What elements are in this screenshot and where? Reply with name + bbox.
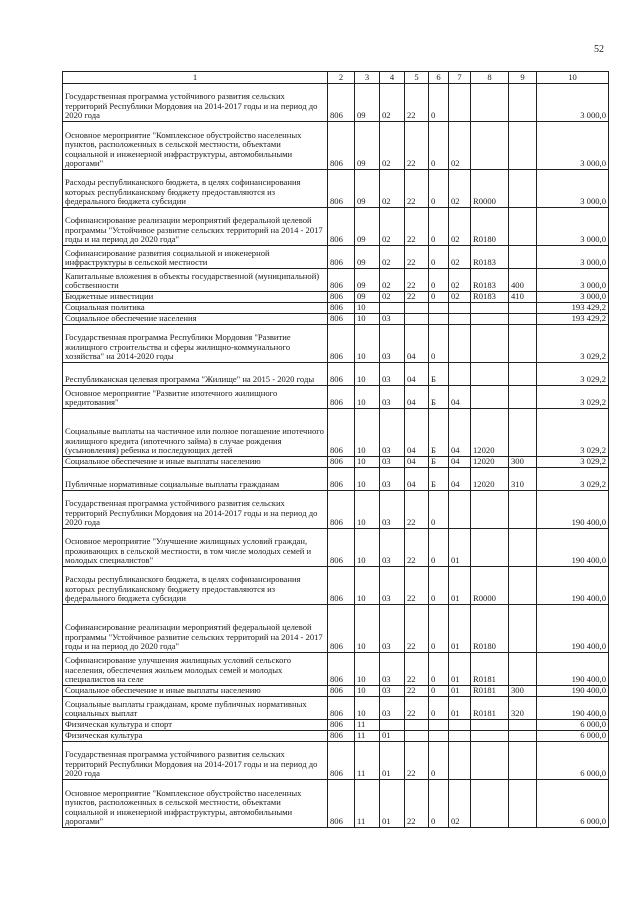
table-row — [63, 529, 609, 567]
cell-code: 22 — [405, 567, 429, 605]
cell-code: 11 — [355, 780, 380, 828]
cell-code: 22 — [405, 653, 429, 686]
cell-code — [471, 386, 509, 409]
cell-code: 10 — [355, 605, 380, 653]
cell-code: 10 — [355, 314, 380, 325]
cell-name: Государственная программа устойчивого развития сельских территорий Республики Мордовия на 2014-2017 годы и на период до 2020 года — [63, 491, 328, 529]
cell-code: 0 — [429, 780, 449, 828]
table-row — [63, 653, 609, 686]
cell-code: 01 — [449, 529, 471, 567]
cell-code: 0 — [429, 122, 449, 170]
cell-code — [471, 303, 509, 314]
cell-code — [509, 208, 537, 246]
cell-code: 0 — [429, 269, 449, 292]
cell-code — [471, 363, 509, 386]
cell-code — [449, 731, 471, 742]
cell-code: 806 — [328, 409, 355, 457]
table-row — [63, 208, 609, 246]
table-row — [63, 269, 609, 292]
cell-code — [509, 742, 537, 780]
cell-code — [509, 386, 537, 409]
column-header: 9 — [509, 72, 537, 84]
cell-code: 806 — [328, 686, 355, 697]
cell-amount: 193 429,2 — [537, 314, 609, 325]
cell-code: R0180 — [471, 208, 509, 246]
cell-code — [509, 170, 537, 208]
cell-code: 10 — [355, 567, 380, 605]
cell-code — [449, 491, 471, 529]
cell-code: 03 — [380, 653, 405, 686]
cell-code: 03 — [380, 686, 405, 697]
cell-code — [509, 363, 537, 386]
cell-code: 02 — [380, 122, 405, 170]
cell-code: Б — [429, 386, 449, 409]
cell-code: 0 — [429, 170, 449, 208]
cell-code: 806 — [328, 246, 355, 269]
cell-code: 02 — [380, 269, 405, 292]
cell-amount: 3 000,0 — [537, 208, 609, 246]
cell-amount: 3 000,0 — [537, 246, 609, 269]
table-row — [63, 780, 609, 828]
cell-code: 806 — [328, 303, 355, 314]
column-header: 6 — [429, 72, 449, 84]
cell-code: 04 — [405, 363, 429, 386]
cell-code — [509, 314, 537, 325]
cell-code: 806 — [328, 567, 355, 605]
cell-code: 03 — [380, 491, 405, 529]
cell-code: 806 — [328, 325, 355, 363]
cell-name: Физическая культура — [63, 731, 328, 742]
cell-code: 22 — [405, 84, 429, 122]
table-row — [63, 363, 609, 386]
cell-code: 03 — [380, 386, 405, 409]
column-header: 7 — [449, 72, 471, 84]
cell-code — [471, 529, 509, 567]
cell-code: 02 — [380, 292, 405, 303]
cell-code: 02 — [380, 246, 405, 269]
cell-code: 22 — [405, 170, 429, 208]
cell-code: 03 — [380, 409, 405, 457]
cell-code: 02 — [380, 208, 405, 246]
cell-code: 0 — [429, 491, 449, 529]
cell-code — [509, 246, 537, 269]
cell-code: 0 — [429, 697, 449, 720]
cell-code: 806 — [328, 605, 355, 653]
cell-amount: 190 400,0 — [537, 567, 609, 605]
cell-code: 806 — [328, 208, 355, 246]
cell-code: 09 — [355, 208, 380, 246]
column-header: 8 — [471, 72, 509, 84]
table-row — [63, 246, 609, 269]
cell-amount: 6 000,0 — [537, 780, 609, 828]
cell-code: 10 — [355, 457, 380, 468]
cell-code — [449, 325, 471, 363]
cell-code: R0183 — [471, 292, 509, 303]
cell-code: 22 — [405, 246, 429, 269]
cell-code: 410 — [509, 292, 537, 303]
cell-amount: 3 029,2 — [537, 468, 609, 491]
cell-code: 0 — [429, 605, 449, 653]
cell-code: 03 — [380, 697, 405, 720]
page-number: 52 — [594, 44, 604, 55]
cell-code — [471, 314, 509, 325]
cell-code: 22 — [405, 269, 429, 292]
cell-name: Государственная программа устойчивого развития сельских территорий Республики Мордовия на 2014-2017 годы и на период до 2020 года — [63, 742, 328, 780]
cell-name: Государственная программа устойчивого развития сельских территорий Республики Мордовия на 2014-2017 годы и на период до 2020 года — [63, 84, 328, 122]
cell-code: 09 — [355, 122, 380, 170]
cell-code: Б — [429, 457, 449, 468]
table-row — [63, 122, 609, 170]
cell-code: 02 — [449, 246, 471, 269]
cell-code: 0 — [429, 567, 449, 605]
cell-code — [471, 731, 509, 742]
table-row — [63, 742, 609, 780]
cell-amount: 3 000,0 — [537, 170, 609, 208]
cell-code: R0000 — [471, 170, 509, 208]
cell-code: Б — [429, 468, 449, 491]
cell-code — [429, 731, 449, 742]
cell-code: Б — [429, 409, 449, 457]
cell-name: Социальное обеспечение населения — [63, 314, 328, 325]
cell-amount: 190 400,0 — [537, 697, 609, 720]
cell-code: 806 — [328, 653, 355, 686]
cell-code: 22 — [405, 208, 429, 246]
cell-code: 04 — [405, 325, 429, 363]
cell-code — [429, 314, 449, 325]
table-row — [63, 170, 609, 208]
cell-code: R0181 — [471, 686, 509, 697]
cell-code — [449, 720, 471, 731]
cell-code: 10 — [355, 468, 380, 491]
cell-code: 04 — [449, 386, 471, 409]
cell-code: 400 — [509, 269, 537, 292]
cell-name: Основное мероприятие "Развитие ипотечного жилищного кредитования" — [63, 386, 328, 409]
cell-code: 02 — [449, 208, 471, 246]
cell-code: 806 — [328, 780, 355, 828]
cell-code — [509, 491, 537, 529]
cell-name: Софинансирование улучшения жилищных условий сельского населения, обеспечения жильем молодых семей и молодых специалистов на селе — [63, 653, 328, 686]
cell-code — [380, 303, 405, 314]
cell-amount: 6 000,0 — [537, 742, 609, 780]
cell-name: Республиканская целевая программа "Жилище" на 2015 - 2020 годы — [63, 363, 328, 386]
cell-code: 03 — [380, 325, 405, 363]
cell-code: 01 — [449, 605, 471, 653]
cell-code: 09 — [355, 246, 380, 269]
column-header: 3 — [355, 72, 380, 84]
cell-name: Софинансирование реализации мероприятий федеральной целевой программы "Устойчивое развитие сельских территорий на 2014 - 2017 годы и на период до 2020 года" — [63, 605, 328, 653]
cell-name: Государственная программа Республики Мордовия "Развитие жилищного строительства и сферы жилищно-коммунального хозяйства" на 2014-2020 годы — [63, 325, 328, 363]
cell-code: 09 — [355, 269, 380, 292]
cell-code: 806 — [328, 386, 355, 409]
cell-code: 04 — [405, 457, 429, 468]
cell-code: 10 — [355, 386, 380, 409]
cell-name: Социальные выплаты на частичное или полное погашение ипотечного жилищного кредита (ипотечного займа) в случае рождения (усыновления) ребенка и последующих детей — [63, 409, 328, 457]
cell-code — [509, 780, 537, 828]
cell-amount: 3 000,0 — [537, 292, 609, 303]
cell-code: 04 — [449, 457, 471, 468]
cell-amount: 3 029,2 — [537, 457, 609, 468]
cell-code: 03 — [380, 605, 405, 653]
cell-code: 10 — [355, 697, 380, 720]
cell-name: Расходы республиканского бюджета, в целях софинансирования которых республиканскому бюджету предоставляются из федерального бюджета субсидии — [63, 170, 328, 208]
cell-code: 10 — [355, 491, 380, 529]
cell-name: Физическая культура и спорт — [63, 720, 328, 731]
cell-code — [380, 720, 405, 731]
cell-code: 22 — [405, 742, 429, 780]
column-header: 5 — [405, 72, 429, 84]
cell-code: 806 — [328, 84, 355, 122]
cell-code — [405, 731, 429, 742]
cell-code — [449, 742, 471, 780]
cell-name: Социальные выплаты гражданам, кроме публичных нормативных социальных выплат — [63, 697, 328, 720]
cell-code: 0 — [429, 208, 449, 246]
cell-amount: 3 029,2 — [537, 363, 609, 386]
cell-code — [509, 303, 537, 314]
cell-code — [405, 303, 429, 314]
cell-code: 01 — [449, 697, 471, 720]
cell-amount: 190 400,0 — [537, 605, 609, 653]
cell-code — [509, 720, 537, 731]
cell-code: 03 — [380, 314, 405, 325]
cell-code — [449, 314, 471, 325]
table-header-row — [63, 72, 609, 84]
cell-code: 03 — [380, 457, 405, 468]
cell-code: 10 — [355, 686, 380, 697]
cell-code: 03 — [380, 468, 405, 491]
cell-code: 11 — [355, 720, 380, 731]
cell-code: 02 — [380, 84, 405, 122]
cell-code: 01 — [380, 780, 405, 828]
table-row — [63, 468, 609, 491]
cell-code: 03 — [380, 567, 405, 605]
cell-code: 806 — [328, 742, 355, 780]
cell-code — [429, 720, 449, 731]
cell-code: 806 — [328, 468, 355, 491]
cell-code: 806 — [328, 269, 355, 292]
table-row — [63, 303, 609, 314]
cell-name: Софинансирование реализации мероприятий федеральной целевой программы "Устойчивое развитие сельских территорий на 2014 - 2017 годы и на период до 2020 года" — [63, 208, 328, 246]
table-row — [63, 386, 609, 409]
cell-code: R0181 — [471, 653, 509, 686]
cell-name: Расходы республиканского бюджета, в целях софинансирования которых республиканскому бюджету предоставляются из федерального бюджета субсидии — [63, 567, 328, 605]
cell-code: 01 — [449, 686, 471, 697]
cell-code: 02 — [449, 292, 471, 303]
cell-code: 11 — [355, 742, 380, 780]
cell-code — [449, 363, 471, 386]
cell-code — [449, 303, 471, 314]
cell-code — [471, 84, 509, 122]
cell-code — [471, 491, 509, 529]
cell-code: 310 — [509, 468, 537, 491]
cell-code — [509, 567, 537, 605]
cell-code: 22 — [405, 780, 429, 828]
cell-code: 02 — [380, 170, 405, 208]
cell-name: Социальное обеспечение и иные выплаты населению — [63, 686, 328, 697]
cell-code: 01 — [380, 742, 405, 780]
cell-name: Софинансирование развития социальной и инженерной инфраструктуры в сельской местности — [63, 246, 328, 269]
cell-code — [405, 720, 429, 731]
cell-code: 22 — [405, 605, 429, 653]
cell-code: 320 — [509, 697, 537, 720]
cell-code: 02 — [449, 170, 471, 208]
cell-name: Капитальные вложения в объекты государственной (муниципальной) собственности — [63, 269, 328, 292]
cell-code: 03 — [380, 363, 405, 386]
cell-code: 10 — [355, 653, 380, 686]
cell-code: 12020 — [471, 468, 509, 491]
cell-code: R0183 — [471, 246, 509, 269]
cell-code — [509, 84, 537, 122]
table-row — [63, 697, 609, 720]
column-header: 10 — [537, 72, 609, 84]
cell-code: 10 — [355, 529, 380, 567]
cell-code: 02 — [449, 269, 471, 292]
table-row — [63, 686, 609, 697]
cell-code: 09 — [355, 84, 380, 122]
cell-code — [509, 122, 537, 170]
cell-code: 806 — [328, 292, 355, 303]
cell-code: 02 — [449, 780, 471, 828]
cell-code: 01 — [380, 731, 405, 742]
cell-amount: 190 400,0 — [537, 653, 609, 686]
cell-amount: 3 029,2 — [537, 409, 609, 457]
cell-code — [509, 605, 537, 653]
table-row — [63, 567, 609, 605]
cell-code: 22 — [405, 122, 429, 170]
cell-code: 806 — [328, 170, 355, 208]
table-row — [63, 292, 609, 303]
table-row — [63, 409, 609, 457]
cell-code: 11 — [355, 731, 380, 742]
cell-code: R0000 — [471, 567, 509, 605]
cell-code: 09 — [355, 170, 380, 208]
cell-code: 806 — [328, 457, 355, 468]
table-row — [63, 731, 609, 742]
cell-amount: 3 000,0 — [537, 122, 609, 170]
cell-code: 806 — [328, 491, 355, 529]
cell-code: 04 — [449, 409, 471, 457]
cell-code: 0 — [429, 686, 449, 697]
table-row — [63, 314, 609, 325]
cell-code — [405, 314, 429, 325]
cell-code: 806 — [328, 720, 355, 731]
cell-code: 02 — [449, 122, 471, 170]
cell-code: 01 — [449, 567, 471, 605]
cell-name: Социальная политика — [63, 303, 328, 314]
cell-code: 0 — [429, 742, 449, 780]
cell-code — [509, 325, 537, 363]
cell-code: 0 — [429, 292, 449, 303]
cell-code: 04 — [405, 386, 429, 409]
cell-name: Основное мероприятие "Комплексное обустройство населенных пунктов, расположенных в сельской местности, объектами социальной и инженерной инфраструктуры, автомобильными дорогами" — [63, 780, 328, 828]
cell-code: 12020 — [471, 457, 509, 468]
table-row — [63, 457, 609, 468]
cell-code: 10 — [355, 325, 380, 363]
cell-code — [509, 409, 537, 457]
cell-code: 0 — [429, 325, 449, 363]
cell-code — [471, 122, 509, 170]
cell-code: 22 — [405, 529, 429, 567]
cell-name: Основное мероприятие "Комплексное обустройство населенных пунктов, расположенных в сельской местности, объектами социальной и инженерной инфраструктуры, автомобильными дорогами" — [63, 122, 328, 170]
cell-code: 0 — [429, 246, 449, 269]
cell-code: 10 — [355, 409, 380, 457]
cell-code: Б — [429, 363, 449, 386]
cell-code: 12020 — [471, 409, 509, 457]
cell-name: Основное мероприятие "Улучшение жилищных условий граждан, проживающих в сельской местности, в том числе молодых семей и молодых специалистов" — [63, 529, 328, 567]
cell-code: 806 — [328, 697, 355, 720]
cell-code: 806 — [328, 122, 355, 170]
cell-amount: 6 000,0 — [537, 720, 609, 731]
cell-code: 04 — [405, 468, 429, 491]
cell-code: R0183 — [471, 269, 509, 292]
table-row — [63, 605, 609, 653]
cell-code: 10 — [355, 303, 380, 314]
cell-code — [429, 303, 449, 314]
cell-amount: 3 000,0 — [537, 269, 609, 292]
cell-amount: 3 000,0 — [537, 84, 609, 122]
cell-code: R0180 — [471, 605, 509, 653]
cell-amount: 190 400,0 — [537, 529, 609, 567]
cell-code: 04 — [405, 409, 429, 457]
cell-code: 300 — [509, 686, 537, 697]
cell-name: Публичные нормативные социальные выплаты гражданам — [63, 468, 328, 491]
cell-code — [471, 325, 509, 363]
cell-code — [509, 731, 537, 742]
cell-code: 10 — [355, 363, 380, 386]
cell-code: 22 — [405, 697, 429, 720]
cell-code — [471, 720, 509, 731]
cell-amount: 3 029,2 — [537, 325, 609, 363]
cell-name: Бюджетные инвестиции — [63, 292, 328, 303]
cell-code: 300 — [509, 457, 537, 468]
cell-code: 806 — [328, 529, 355, 567]
column-header: 1 — [63, 72, 328, 84]
column-header: 2 — [328, 72, 355, 84]
cell-code: 0 — [429, 653, 449, 686]
cell-amount: 190 400,0 — [537, 491, 609, 529]
table-row — [63, 84, 609, 122]
cell-code: 22 — [405, 491, 429, 529]
cell-code: 09 — [355, 292, 380, 303]
cell-code: 0 — [429, 84, 449, 122]
cell-amount: 3 029,2 — [537, 386, 609, 409]
cell-code — [509, 529, 537, 567]
table-row — [63, 491, 609, 529]
cell-code: 0 — [429, 529, 449, 567]
cell-code — [471, 780, 509, 828]
cell-code: 03 — [380, 529, 405, 567]
cell-code: 04 — [449, 468, 471, 491]
cell-code: 806 — [328, 314, 355, 325]
cell-code: 22 — [405, 686, 429, 697]
cell-amount: 6 000,0 — [537, 731, 609, 742]
cell-code — [471, 742, 509, 780]
table-row — [63, 720, 609, 731]
cell-code: 01 — [449, 653, 471, 686]
cell-code: 806 — [328, 363, 355, 386]
cell-code — [449, 84, 471, 122]
table-row — [63, 325, 609, 363]
cell-amount: 190 400,0 — [537, 686, 609, 697]
budget-table — [62, 71, 609, 828]
cell-name: Социальное обеспечение и иные выплаты населению — [63, 457, 328, 468]
cell-code: 806 — [328, 731, 355, 742]
cell-code — [509, 653, 537, 686]
column-header: 4 — [380, 72, 405, 84]
cell-amount: 193 429,2 — [537, 303, 609, 314]
cell-code: R0181 — [471, 697, 509, 720]
cell-code: 22 — [405, 292, 429, 303]
